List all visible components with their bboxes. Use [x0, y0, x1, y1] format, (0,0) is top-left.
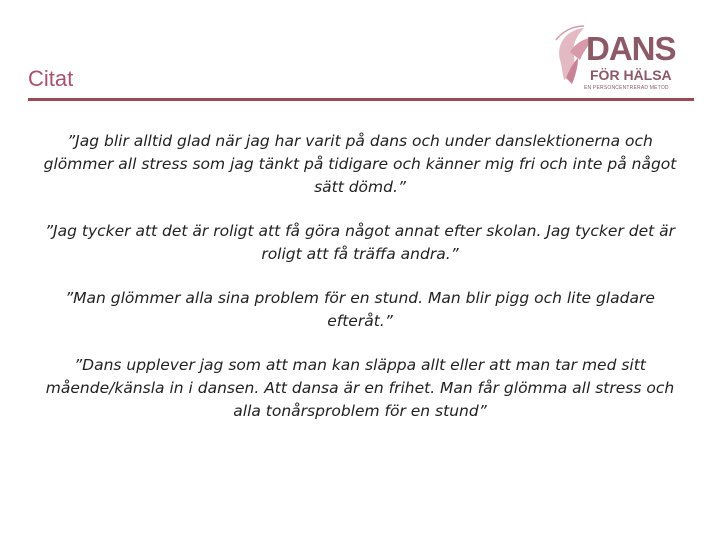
- title-divider: [28, 98, 694, 101]
- logo-tagline: EN PERSONCENTRERAD METOD: [584, 85, 669, 91]
- quote-4: ”Dans upplever jag som att man kan släppa allt eller att man tar med sitt mående/känsla in i dansen. Att dansa är en frihet. Man får glömma all stress och alla tonårsproblem för en stund”: [45, 356, 675, 420]
- quote-2: ”Jag tycker att det är roligt att få göra något annat efter skolan. Jag tycker det är roligt att få träffa andra.”: [45, 222, 675, 263]
- quote-1: ”Jag blir alltid glad när jag har varit på dans och under danslektionerna och glömmer all stress som jag tänkt på tidigare och känner mig fri och inte på något sätt dömd.”: [43, 132, 677, 196]
- slide-title: Citat: [28, 66, 74, 91]
- dans-for-halsa-logo: [550, 22, 680, 100]
- quote-list: [40, 130, 680, 444]
- logo-subtitle: FÖR HÄLSA: [590, 67, 672, 83]
- quote-3: ”Man glömmer alla sina problem för en stund. Man blir pigg och lite gladare efteråt.”: [65, 289, 655, 330]
- logo-name: DANS: [586, 30, 676, 67]
